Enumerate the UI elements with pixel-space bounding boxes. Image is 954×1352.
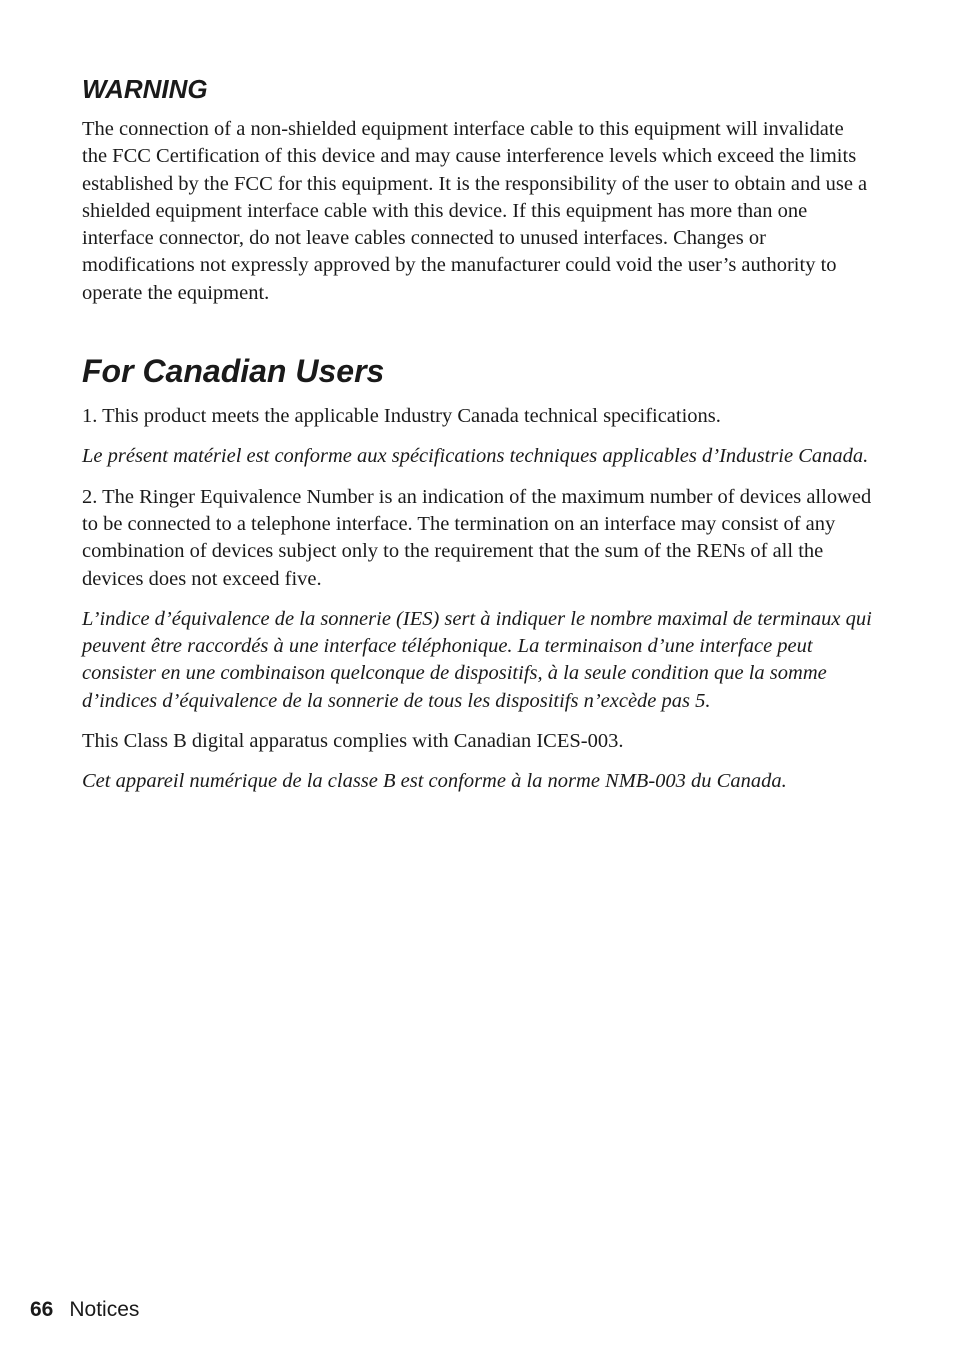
section-title: For Canadian Users xyxy=(82,353,385,390)
footer-section-label: Notices xyxy=(69,1298,140,1321)
paragraph-1: 1. This product meets the applicable Industry Canada technical specifications. xyxy=(82,405,721,428)
paragraph-3: This Class B digital apparatus complies with Canadian ICES-003. xyxy=(82,730,624,753)
paragraph-2-french: L’indice d’équivalence de la sonnerie (IES) sert à indiquer le nombre maximal de terminaux qui peuvent être raccordés à une interface téléphonique. La terminaison d’une interface peut consister en une combinaison quelconque de dispositifs, à la seule condition que la somme d’indices d’équivalence de la sonnerie de tous les dispositifs n’excède pas 5. xyxy=(82,607,872,712)
page-content xyxy=(82,72,872,796)
warning-paragraph: The connection of a non-shielded equipment interface cable to this equipment will invalidate the FCC Certification of this device and may cause interference levels which exceed the limits established by the FCC for this equipment. It is the responsibility of the user to obtain and use a shielded equipment interface cable with this device. If this equipment has more than one interface connector, do not leave cables connected to unused interfaces. Changes or modifications not expressly approved by the manufacturer could void the user’s authority to operate the equipment. xyxy=(82,118,868,304)
page-number: 66 xyxy=(30,1298,54,1321)
paragraph-1-french: Le présent matériel est conforme aux spécifications techniques applicables d’Industrie Canada. xyxy=(82,445,869,468)
paragraph-3-french: Cet appareil numérique de la classe B est conforme à la norme NMB-003 du Canada. xyxy=(82,770,787,793)
paragraph-2: 2. The Ringer Equivalence Number is an indication of the maximum number of devices allowed to be connected to a telephone interface. The termination on an interface may consist of any combination of devices subject only to the requirement that the sum of the RENs of all the devices does not exceed five. xyxy=(82,485,872,590)
page-footer xyxy=(30,1296,139,1324)
warning-heading: WARNING xyxy=(82,74,208,104)
